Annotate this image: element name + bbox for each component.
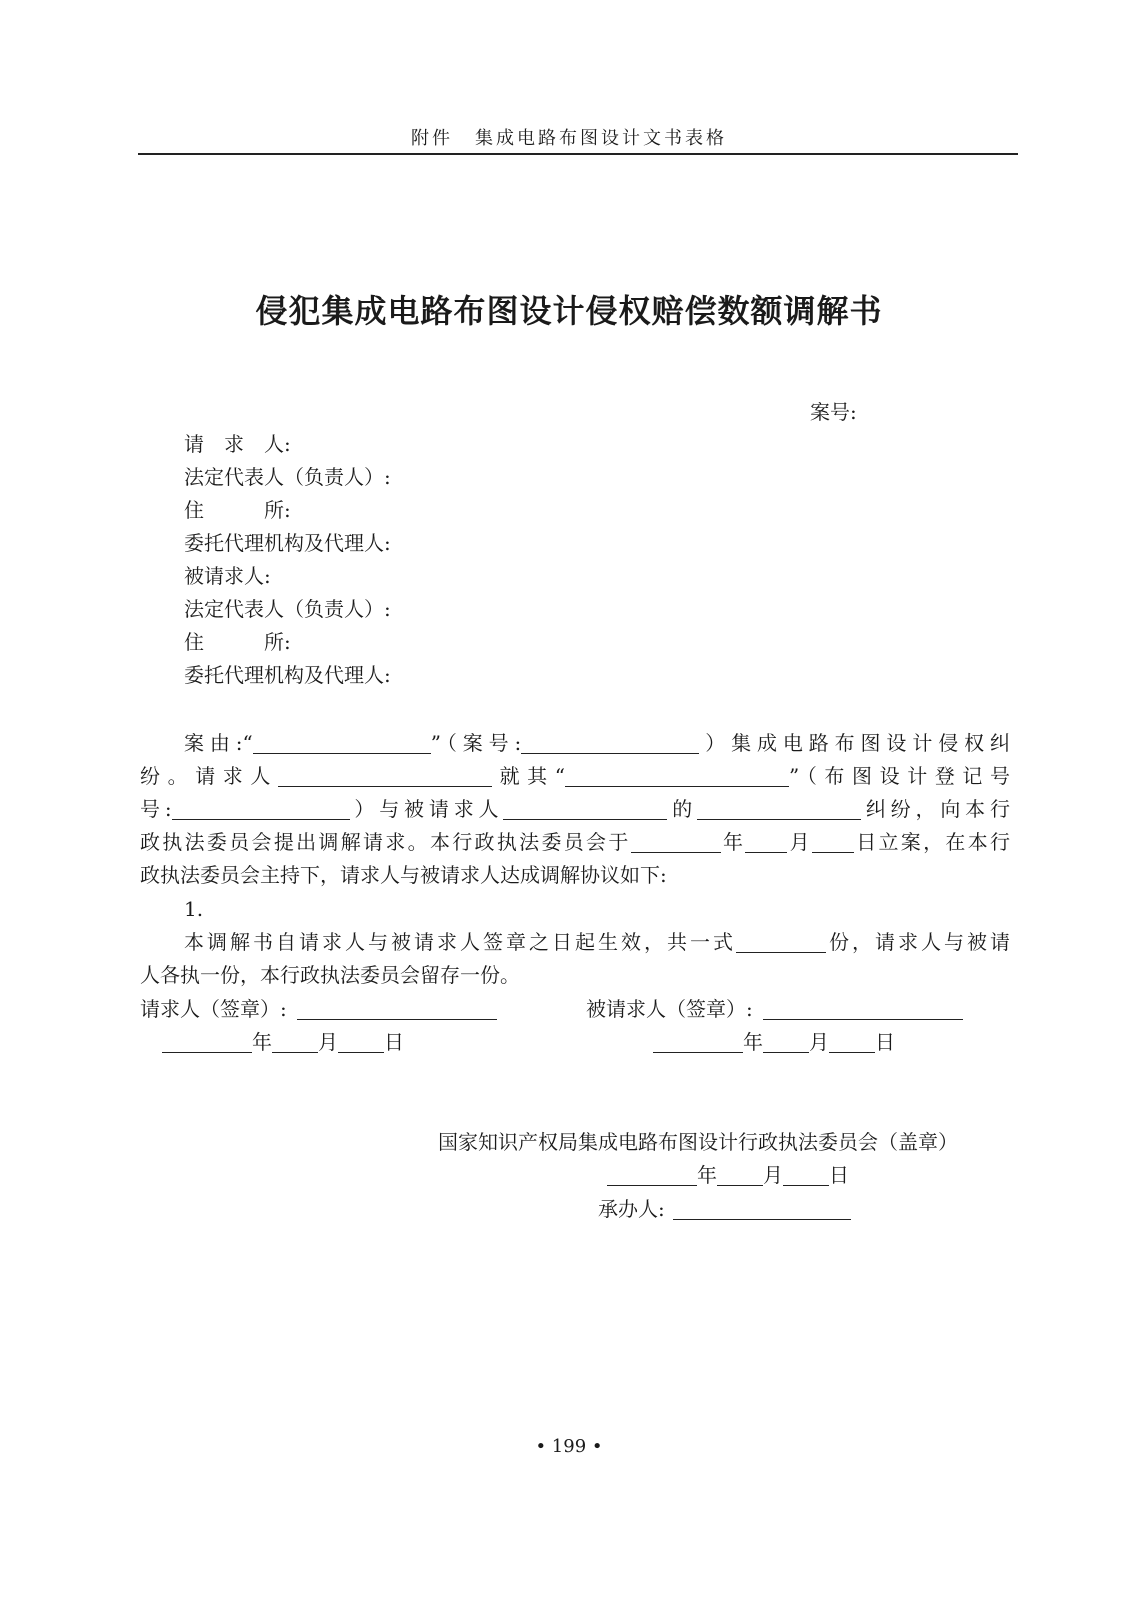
page-number: • 199 •: [535, 1436, 603, 1457]
effect-line-1: 本调解书自请求人与被请求人签章之日起生效，共一式 份，请求人与被请: [184, 930, 1010, 954]
body-line-5: 政执法委员会主持下，请求人与被请求人达成调解协议如下:: [140, 863, 667, 887]
party-respondent-agent: 委托代理机构及代理人:: [184, 663, 391, 687]
case-number-blank[interactable]: [521, 731, 699, 754]
party-requester-legal-rep: 法定代表人（负责人）:: [184, 465, 391, 489]
requester-year-blank[interactable]: [162, 1030, 252, 1053]
copies-count-blank[interactable]: [736, 930, 826, 953]
handler-row: 承办人:: [598, 1193, 851, 1225]
party-respondent: 被请求人:: [184, 564, 271, 588]
respondent-date-row: 年 月 日: [653, 1026, 895, 1058]
party-requester-address: 住 所:: [184, 498, 291, 522]
header-rule: [138, 153, 1018, 155]
respondent-signature-blank[interactable]: [763, 997, 963, 1020]
header-part1: 附件: [411, 128, 453, 149]
authority-day-blank[interactable]: [783, 1163, 829, 1186]
authority-month-blank[interactable]: [717, 1163, 763, 1186]
requester-signature-row: 请求人（签章）:: [140, 993, 497, 1025]
registration-number-blank[interactable]: [172, 797, 350, 820]
requester-name-blank[interactable]: [278, 764, 492, 787]
agreement-item-1: 1.: [184, 897, 204, 921]
party-respondent-address: 住 所:: [184, 630, 291, 654]
party-requester-agent: 委托代理机构及代理人:: [184, 531, 391, 555]
respondent-day-blank[interactable]: [829, 1030, 875, 1053]
design-title-blank[interactable]: [565, 764, 789, 787]
document-title: 侵犯集成电路布图设计侵权赔偿数额调解书: [255, 292, 883, 330]
case-number-label: 案号:: [810, 400, 857, 424]
body-line-2: 纷。请求人 就其“ ”（布图设计登记号: [140, 764, 1010, 788]
design-name-blank[interactable]: [253, 731, 431, 754]
requester-signature-blank[interactable]: [297, 997, 497, 1020]
respondent-year-blank[interactable]: [653, 1030, 743, 1053]
handler-name-blank[interactable]: [673, 1197, 851, 1220]
authority-year-blank[interactable]: [607, 1163, 697, 1186]
body-line-4: 政执法委员会提出调解请求。本行政执法委员会于 年 月 日立案，在本行: [140, 830, 1011, 854]
requester-day-blank[interactable]: [338, 1030, 384, 1053]
effect-paragraph: [140, 926, 1010, 992]
filing-year-blank[interactable]: [631, 830, 721, 853]
page-header: [0, 124, 1138, 150]
respondent-month-blank[interactable]: [763, 1030, 809, 1053]
effect-line-2: 人各执一份，本行政执法委员会留存一份。: [140, 963, 520, 987]
requester-month-blank[interactable]: [272, 1030, 318, 1053]
requester-date-row: 年 月 日: [162, 1026, 404, 1058]
authority-date-row: 年 月 日: [607, 1159, 849, 1191]
party-respondent-legal-rep: 法定代表人（负责人）:: [184, 597, 391, 621]
issuing-authority: 国家知识产权局集成电路布图设计行政执法委员会（盖章）: [438, 1130, 958, 1154]
dispute-type-blank[interactable]: [697, 797, 861, 820]
body-line-1: 案由:“ ”（案号: ）集成电路布图设计侵权纠: [184, 731, 1011, 755]
case-reason-paragraph: [140, 727, 1010, 892]
respondent-name-blank[interactable]: [503, 797, 667, 820]
party-requester: 请 求 人:: [184, 432, 291, 456]
filing-day-blank[interactable]: [812, 830, 854, 853]
respondent-signature-row: 被请求人（签章）:: [586, 993, 963, 1025]
body-line-3: 号: ）与被请求人 的 纠纷，向本行: [140, 797, 1010, 821]
header-part2: 集成电路布图设计文书表格: [475, 128, 727, 149]
filing-month-blank[interactable]: [745, 830, 787, 853]
